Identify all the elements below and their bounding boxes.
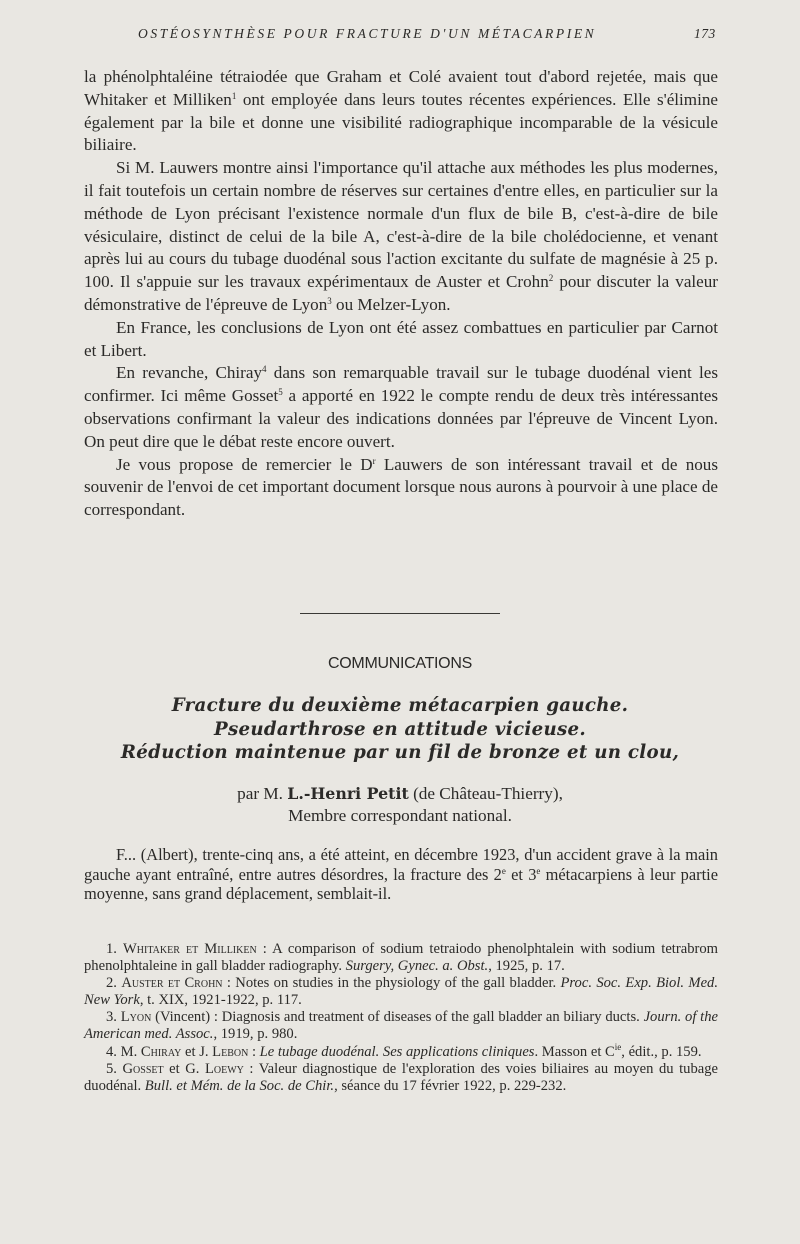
footnote-ref-5: 5 xyxy=(278,387,283,398)
author-name: L.-Henri Petit xyxy=(287,784,409,803)
footnote-4: 4. M. Chiray et J. Lebon : Le tubage duodénal. Ses applications cliniques. Masson et $C^{ie}$, édit., p. 159. xyxy=(106,1041,702,1060)
article-title xyxy=(0,694,800,765)
section-heading: COMMUNICATIONS xyxy=(328,655,472,672)
footnote-5: 5. Gosset et G. Loewy : Valeur diagnostique de l'exploration des voies biliaires au moyen du tubage duodénal. Bull. et Mém. de la Soc. de Chir., séance du 17 février 1922, p. 229-232. xyxy=(84,1060,719,1094)
paragraph-2: Si M. Lauwers montre ainsi l'importance qu'il attache aux méthodes les plus modernes, il fait toutefois un certain nombre de réserves sur certaines d'entre elles, en particulier sur la méthode de Lyon précisant l'existence normale d'un flux de bile B, c'est-à-dire de bile vésiculaire, distinct de celui de la bile A, c'est-à-dire de la bile cholédocienne, et venant après lui au cours du tubage duodénal sous l'action excitante du sulfate de magnésie à 25 p. 100. Il s'appuie sur les travaux expérimentaux de Auster et Crohn$^2$ pour discuter la valeur démonstrative de l'épreuve de Lyon$^3$ ou Melzer-Lyon. xyxy=(84,158,718,314)
paragraph-1: la phénolphtaléine tétraiodée que Graham et Colé avaient tout d'abord rejetée, mais que Whitaker et Milliken$^1$ ont employée dans leurs toutes récentes expériences. Elle s'élimine également par la bile et donne une visibilité radiographique incomparable de la vésicule biliaire. xyxy=(84,67,718,155)
article-title-line-1: Fracture du deuxième métacarpien gauche. xyxy=(171,695,629,716)
section-divider xyxy=(300,613,500,614)
footnote-1: 1. Whitaker et Milliken : A comparison of sodium tetraiodo phenolphtalein with sodium tetrabrom phenolphtaleine in gall bladder radiography. Surgery, Gynec. a. Obst., 1925, p. 17. xyxy=(84,941,718,975)
footnote-ref-3: 3 xyxy=(327,295,332,306)
paragraph-4: En revanche, Chiray$^4$ dans son remarquable travail sur le tubage duodénal vient les confirmer. Ici même Gosset$^5$ a apporté en 1922 le compte rendu de deux très intéressantes observations confirmant la valeur des indications données par l'épreuve de Vincent Lyon. On peut dire que le débat reste encore ouvert. xyxy=(84,363,718,451)
paragraph-3: En France, les conclusions de Lyon ont été assez combattues en particulier par Carnot et Libert. xyxy=(84,317,718,360)
footnotes xyxy=(84,941,718,1095)
case-paragraph: F... (Albert), trente-cinq ans, a été atteint, en décembre 1923, d'un accident grave à la main gauche ayant entraîné, entre autres désordres, la fracture des 2e et 3e métacarpiens à leur partie moyenne, sans grand déplacement, semblait-il. xyxy=(84,845,718,904)
running-head-title: OSTÉOSYNTHÈSE POUR FRACTURE D'UN MÉTACARPIEN xyxy=(138,26,597,41)
footnote-2: 2. Auster et Crohn : Notes on studies in the physiology of the gall bladder. Proc. Soc. Exp. Biol. Med. New York, t. XIX, 1921-1922, p. 117. xyxy=(84,975,718,1009)
article-title-line-2: Pseudarthrose en attitude vicieuse. xyxy=(213,718,587,740)
report-body xyxy=(84,66,718,522)
article-title-line-3: Réduction maintenue par un fil de bronze et un clou, xyxy=(120,742,680,763)
footnote-ref-1: 1 xyxy=(231,90,237,101)
byline-role: Membre correspondant national. xyxy=(288,806,512,825)
byline xyxy=(0,783,800,827)
footnote-3: 3. Lyon (Vincent) : Diagnosis and treatment of diseases of the gall bladder an biliary ducts. Journ. of the American med. Assoc., 1919, p. 980. xyxy=(84,1009,718,1043)
paragraph-5: Je vous propose de remercier le $D^r$ Lauwers de son intéressant travail et de nous souvenir de l'envoi de cet important document lorsque nous aurons à pourvoir à une place de correspondant. xyxy=(84,454,719,520)
case-report xyxy=(84,845,718,904)
footnote-ref-2: 2 xyxy=(548,273,554,284)
footnote-ref-4: 4 xyxy=(262,364,267,375)
page-number: 173 xyxy=(694,26,716,41)
byline-author-line: par M. L.-Henri Petit (de Château-Thierry), xyxy=(237,784,563,803)
